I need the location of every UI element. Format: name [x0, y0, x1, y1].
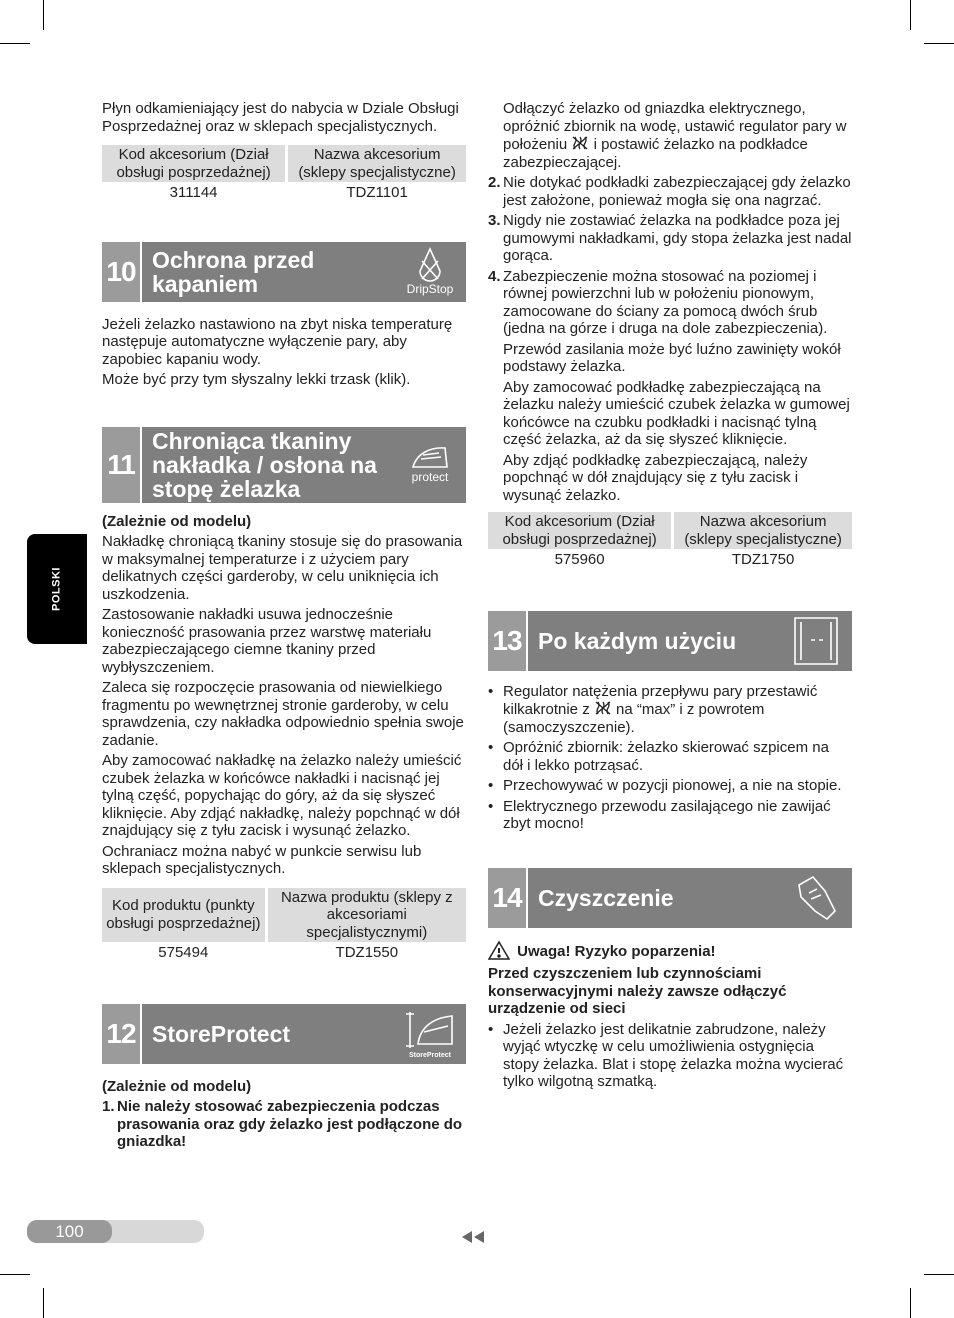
paragraph [488, 100, 852, 171]
text: Odłączyć żelazko od gniazdka elektrycznego, opróżnić zbiornik na wodę, ustawić regulator pary w położeniu [503, 100, 847, 153]
section-number: 12 [102, 1004, 140, 1064]
page-number-pill [27, 1220, 112, 1243]
table-header: Kod akcesorium (Dział obsługi posprzedażnej) [488, 512, 671, 549]
list-item: • Jeżeli żelazko jest delikatnie zabrudzone, należy wyjąć wtyczkę w celu umożliwienia ostygnięcia stopy żelazka. Blat i stopę żelazka można wycierać tylko wilgotną szmatką. [488, 1021, 852, 1091]
table-cell: TDZ1750 [731, 551, 795, 568]
section-title: Ochrona przed kapaniem [152, 246, 315, 297]
section-12-header [102, 1004, 466, 1064]
model-note: (Zależnie od modelu) [102, 512, 252, 530]
paragraph: Ochraniacz można nabyć w punkcie serwisu lub sklepach specjalistycznych. [102, 842, 422, 877]
section-title: Chroniąca tkaniny nakładka / osłona na stopę żelazka [152, 427, 377, 502]
page-number: 100 [55, 1222, 84, 1241]
model-note: (Zależnie od modelu) [102, 1077, 252, 1095]
accessory-table [99, 145, 469, 204]
list-item [488, 212, 852, 265]
item-number: 2. [488, 174, 501, 191]
item-text: na “max” i z powrotem (samoczyszczenie). [503, 701, 765, 736]
list-item: • Elektrycznego przewodu zasilającego nie zawijać zbyt mocno! [488, 798, 852, 833]
product-table [99, 888, 469, 964]
section-title-bar [142, 1004, 466, 1064]
paragraph: Aby zdjąć podkładkę zabezpieczającą, należy popchnąć w dół znajdujący się z tyłu zacisk i wysunąć żelazko. [503, 451, 808, 504]
table-cell: TDZ1550 [335, 944, 399, 961]
section-number: 13 [488, 611, 526, 671]
item-number: 4. [488, 267, 501, 285]
protect-iron-icon [400, 429, 460, 501]
paragraph: Aby zamocować podkładkę zabezpieczającą na żelazku należy umieścić czubek żelazka w gumowej końcówce na czubku podkładki i nacisnąć tylną część żelazka, aż da się słyszeć kliknięcie. [503, 378, 850, 448]
warning-text: Uwaga! Ryzyko poparzenia! [517, 942, 716, 960]
icon-label: protect [411, 470, 449, 484]
crop-mark [0, 1274, 30, 1275]
crop-mark [910, 1288, 911, 1318]
table-header: Nazwa akcesorium (sklepy specjalistyczne) [674, 512, 852, 549]
table-cell: 575494 [158, 944, 209, 961]
language-label: POLSKI [50, 567, 63, 611]
list-item: • Opróżnić zbiornik: żelazko skierować szpicem na dół i lekko potrząsać. [488, 739, 852, 774]
numbered-list [102, 1098, 466, 1151]
table-header: Nazwa akcesorium (sklepy specjalistyczne) [288, 145, 466, 182]
item-text: Nie dotykać podkładki zabezpieczającej gdy żelazko jest założone, ponieważ mogła się ona nagrzać. [503, 174, 851, 209]
wardrobe-icon [786, 613, 846, 669]
paragraph: Aby zamocować nakładkę na żelazko należy umieścić czubek żelazka w końcówce nakładki i nacisnąć jej tylną część, popychając do góry, aż da się słyszeć kliknięcie. Aby zdjąć nakładkę, należy popchnąć w dół znajdujący się z tyłu zacisk i wysunąć żelazko. [102, 752, 462, 839]
table-cell: TDZ1101 [346, 184, 408, 201]
steam-off-icon [594, 700, 612, 716]
section-title: Po każdym użyciu [538, 627, 737, 654]
bold-note: Przed czyszczeniem lub czynnościami konserwacyjnymi należy zawsze odłączyć urządzenie od sieci [488, 965, 787, 1017]
table-cell: 311144 [169, 184, 218, 201]
item-text: Nigdy nie zostawiać żelazka na podkładce poza jej gumowymi nakładkami, gdy stopa żelazka jest nadal gorąca. [503, 212, 852, 264]
crop-mark [910, 0, 911, 30]
item-number: 1. [102, 1098, 115, 1115]
section-13-header [488, 611, 852, 671]
cleaning-hand-icon [786, 870, 846, 926]
list-item: • Przechowywać w pozycji pionowej, a nie na stopie. [488, 777, 852, 795]
paragraph: Zastosowanie nakładki usuwa jednocześnie konieczność prasowania przez warstwę materiału zabezpieczającego ciemne tkaniny przed wybłyszczeniem. [102, 606, 432, 676]
section-title-bar [528, 611, 852, 671]
paragraph: Zaleca się rozpoczęcie prasowania od niewielkiego fragmentu po wewnętrznej stronie garderoby, w celu sprawdzenia, czy nakładka odpowiednio spełnia swoje zadanie. [102, 679, 464, 749]
section-title-bar [528, 868, 852, 928]
language-tab [27, 534, 87, 644]
right-column [488, 100, 852, 1094]
section-11-header [102, 427, 466, 503]
section-title: StoreProtect [152, 1020, 291, 1047]
left-column [102, 100, 466, 1154]
list-item [488, 174, 852, 209]
paragraph: Nakładkę chroniącą tkaniny stosuje się do prasowania w maksymalnej temperaturze i z użyciem pary delikatnych części garderoby, w celu uniknięcia ich uszkodzenia. [102, 533, 463, 603]
item-text: Zabezpieczenie można stosować na poziomej i równej powierzchni lub w położeniu pionowym, zamocowane do ściany za pomocą dwóch śrub (jedna na górze i druga na dole zabezpieczenia). [503, 267, 828, 337]
intro-text: Płyn odkamieniający jest do nabycia w Dziale Obsługi Posprzedażnej oraz w sklepach specjalistycznych. [102, 100, 459, 135]
section-number: 11 [102, 427, 140, 503]
warning [488, 940, 852, 961]
crop-mark [0, 43, 30, 44]
paragraph: Przewód zasilania może być luźno zawinięty wokół podstawy żelazka. [503, 340, 841, 375]
arrow-left-icon [462, 1231, 472, 1243]
paragraph: Może być przy tym słyszalny lekki trzask (klik). [102, 371, 411, 388]
list-item [488, 683, 852, 737]
section-number: 14 [488, 868, 526, 928]
section-number: 10 [102, 242, 140, 302]
paragraph: Jeżeli żelazko nastawiono na zbyt niska temperaturę następuje automatyczne wyłączenie pary, aby zapobiec kapaniu wody. [102, 315, 453, 368]
item-text: Nie należy stosować zabezpieczenia podczas prasowania oraz gdy żelazko jest podłączone do gniazdka! [117, 1098, 463, 1150]
dripstop-icon [400, 244, 460, 300]
nav-arrows [462, 1231, 484, 1243]
storeprotect-icon [400, 1006, 460, 1062]
list-item [102, 1098, 466, 1151]
list-item [488, 268, 852, 338]
accessory-table [485, 512, 855, 571]
section-title-bar [142, 427, 466, 503]
bullet-list [488, 683, 852, 833]
table-header: Kod produktu (punkty obsługi posprzedażnej) [102, 888, 265, 943]
crop-mark [43, 1288, 44, 1318]
steam-off-icon [571, 135, 589, 151]
item-number: 3. [488, 212, 501, 229]
table-header: Nazwa produktu (sklepy z akcesoriami specjalistycznymi) [268, 888, 466, 943]
table-header: Kod akcesorium (Dział obsługi posprzedażnej) [102, 145, 285, 182]
bullet-list [488, 1021, 852, 1091]
arrow-left-icon [474, 1231, 484, 1243]
section-title: Czyszczenie [538, 884, 674, 911]
text: i postawić żelazko na podkładce zabezpieczającej. [503, 136, 808, 171]
item-text: Regulator natężenia przepływu pary przestawić kilkakrotnie z [503, 682, 818, 718]
icon-label: DripStop [406, 282, 454, 296]
icon-label: StoreProtect [408, 1051, 451, 1059]
crop-mark [43, 0, 44, 30]
crop-mark [924, 1274, 954, 1275]
section-14-header [488, 868, 852, 928]
section-10-header [102, 242, 466, 302]
numbered-list [488, 174, 852, 338]
crop-mark [924, 43, 954, 44]
section-title-bar [142, 242, 466, 302]
table-cell: 575960 [554, 551, 605, 568]
warning-triangle-icon [488, 940, 510, 960]
